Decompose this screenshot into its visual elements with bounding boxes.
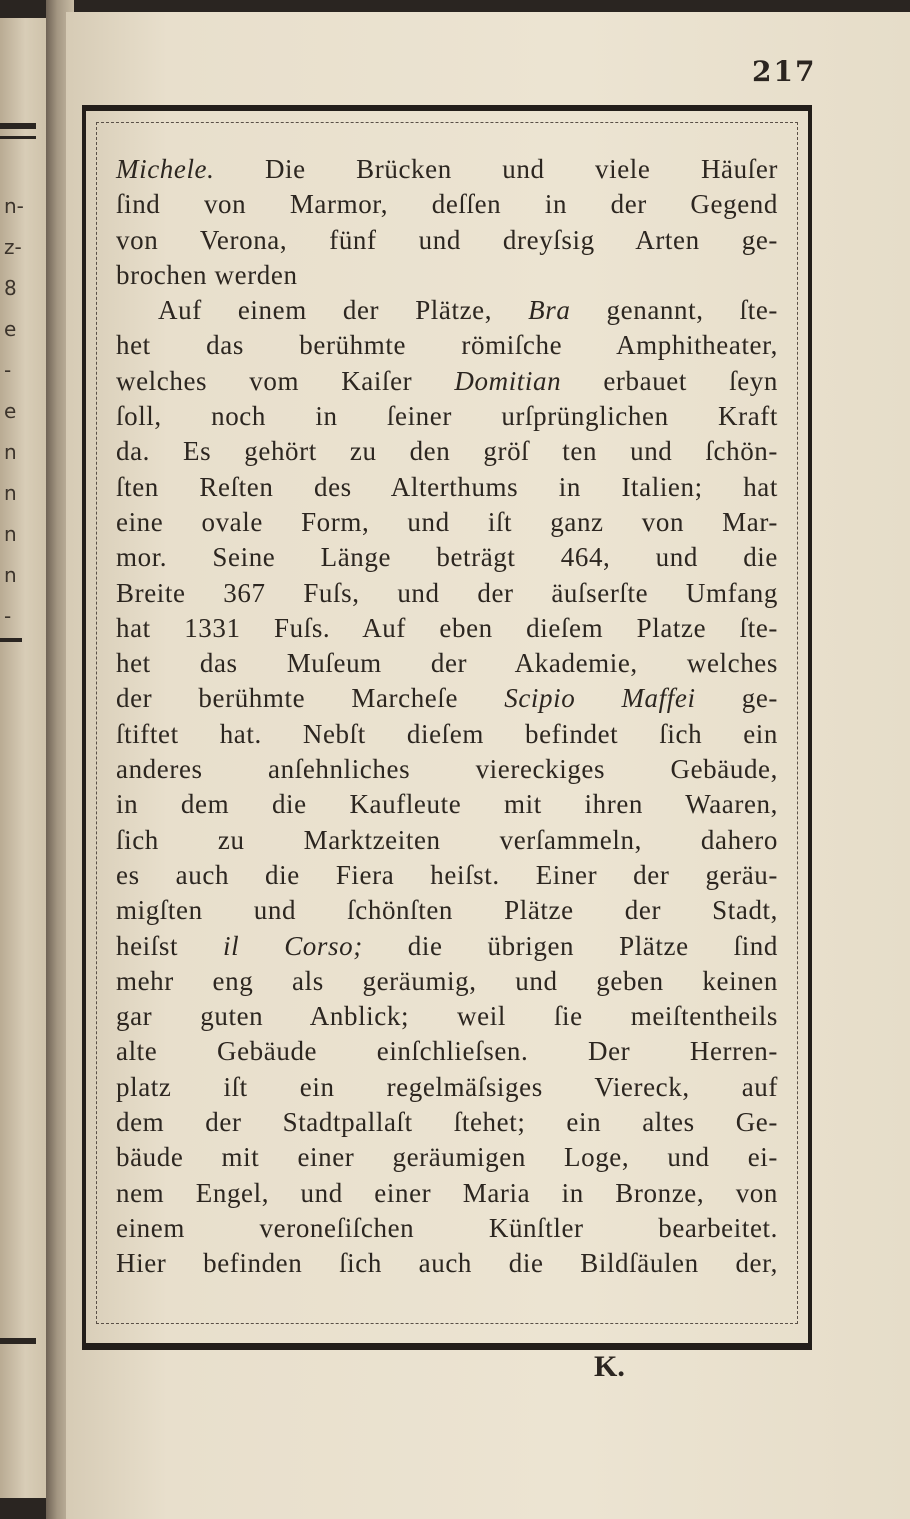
text-segment: ſich zu Marktzeiten verſammeln, dahero [116, 824, 778, 855]
text-segment: het das Muſeum der Akademie, welches [116, 648, 778, 679]
text-segment: einem veroneſiſchen Künſtler bearbeitet. [116, 1212, 778, 1243]
page-number: 217 [752, 55, 817, 88]
text-line [116, 787, 778, 822]
text-segment: hat 1331 Fuſs. Auf eben dieſem Platze ſte- [116, 612, 778, 643]
left-page-fragment: e [4, 399, 17, 423]
text-segment: nem Engel, und einer Maria in Bronze, von [116, 1177, 778, 1208]
left-page-fragment: 8 [4, 276, 17, 300]
text-line [116, 1105, 778, 1140]
text-segment: mehr eng als geräumig, und geben keinen [116, 965, 778, 996]
left-page-text-fragments [4, 186, 24, 637]
left-page-rule [0, 638, 22, 642]
text-line [116, 999, 778, 1034]
text-line [116, 1246, 778, 1281]
text-segment: die übrigen Plätze ſind [362, 930, 779, 961]
text-line [116, 646, 778, 681]
text-line [116, 470, 778, 505]
text-segment: ſoll, noch in ſeiner urſprünglichen Kraft [116, 401, 778, 432]
text-segment: erbauet ſeyn [561, 365, 778, 396]
text-segment: es auch die Fiera heiſst. Einer der geräu- [116, 859, 778, 890]
text-line [116, 293, 778, 328]
text-line [116, 823, 778, 858]
text-line [116, 717, 778, 752]
text-segment: genannt, ſte- [570, 295, 778, 326]
text-segment: heiſst [116, 930, 224, 961]
text-line [116, 611, 778, 646]
text-segment: gar guten Anblick; weil ſie meiſtentheils [116, 1001, 778, 1032]
left-page-rule [0, 1338, 36, 1344]
text-line [116, 364, 778, 399]
text-segment: ſind von Marmor, deſſen in der Gegend [116, 189, 778, 220]
left-page-fragment: n- [4, 194, 24, 218]
left-page-fragment: z- [4, 235, 22, 259]
text-segment: Hier befinden ſich auch die Bildſäulen der, [116, 1248, 778, 1279]
text-line [116, 258, 778, 293]
text-segment: ge- [695, 683, 778, 714]
left-page-fragment: - [4, 358, 12, 382]
text-line [116, 1176, 778, 1211]
italic-name: Bra [528, 295, 571, 326]
text-segment: eine ovale Form, und iſt ganz von Mar- [116, 506, 778, 537]
text-line [116, 1070, 778, 1105]
left-page-fragment: - [4, 604, 12, 628]
text-line [116, 1140, 778, 1175]
text-line [116, 858, 778, 893]
catchword: K. [594, 1350, 625, 1383]
text-segment: anderes anſehnliches viereckiges Gebäude, [116, 754, 778, 785]
text-line [116, 187, 778, 222]
text-line [116, 152, 778, 187]
body-text [116, 152, 778, 1282]
text-segment: platz iſt ein regelmäſsiges Viereck, auf [116, 1071, 778, 1102]
text-segment: alte Gebäude einſchlieſsen. Der Herren- [116, 1036, 778, 1067]
text-line [116, 929, 778, 964]
text-line [116, 434, 778, 469]
text-line [116, 752, 778, 787]
text-segment: mor. Seine Länge beträgt 464, und die [116, 542, 778, 573]
text-line [116, 964, 778, 999]
left-page-fragment: e [4, 317, 17, 341]
text-segment: Die Brücken und viele Häuſer [214, 154, 778, 184]
text-line [116, 505, 778, 540]
text-line [116, 399, 778, 434]
italic-name: Domitian [454, 365, 562, 396]
text-line [116, 223, 778, 258]
left-page-fragment: n [4, 481, 17, 505]
left-page-fragment: n [4, 563, 17, 587]
text-segment: von Verona, fünf und dreyſsig Arten ge- [116, 224, 778, 255]
italic-name: Michele. [116, 154, 215, 184]
text-segment: Auf einem der Plätze, [158, 295, 529, 326]
text-line [116, 1211, 778, 1246]
left-page-fragment: n [4, 440, 17, 464]
italic-name: il Corso; [223, 930, 363, 961]
text-line [116, 576, 778, 611]
text-segment: bäude mit einer geräumigen Loge, und ei- [116, 1142, 778, 1173]
text-segment: Breite 367 Fuſs, und der äuſserſte Umfang [116, 577, 778, 608]
text-line [116, 681, 778, 716]
text-segment: ſtiftet hat. Nebſt dieſem befindet ſich ein [116, 718, 778, 749]
left-page-fragment: n [4, 522, 17, 546]
text-segment: welches vom Kaiſer [116, 365, 455, 396]
left-page-rule [0, 123, 36, 129]
text-segment: da. Es gehört zu den gröſ ten und ſchön- [116, 436, 778, 467]
text-segment: der berühmte Marcheſe [116, 683, 505, 714]
left-page-rule [0, 136, 36, 139]
text-segment: dem der Stadtpallaſt ſtehet; ein altes Ge- [116, 1107, 778, 1138]
text-segment: in dem die Kaufleute mit ihren Waaren, [116, 789, 778, 820]
text-line [116, 328, 778, 363]
italic-name: Scipio Maffei [504, 683, 696, 714]
text-line [116, 1034, 778, 1069]
text-segment: ſten Reſten des Alterthums in Italien; hat [116, 471, 778, 502]
text-line [116, 540, 778, 575]
text-segment: brochen werden [116, 259, 298, 290]
text-segment: migſten und ſchönſten Plätze der Stadt, [116, 895, 778, 926]
text-segment: het das berühmte römiſche Amphitheater, [116, 330, 778, 361]
text-line [116, 893, 778, 928]
left-page-edge [0, 18, 46, 1498]
